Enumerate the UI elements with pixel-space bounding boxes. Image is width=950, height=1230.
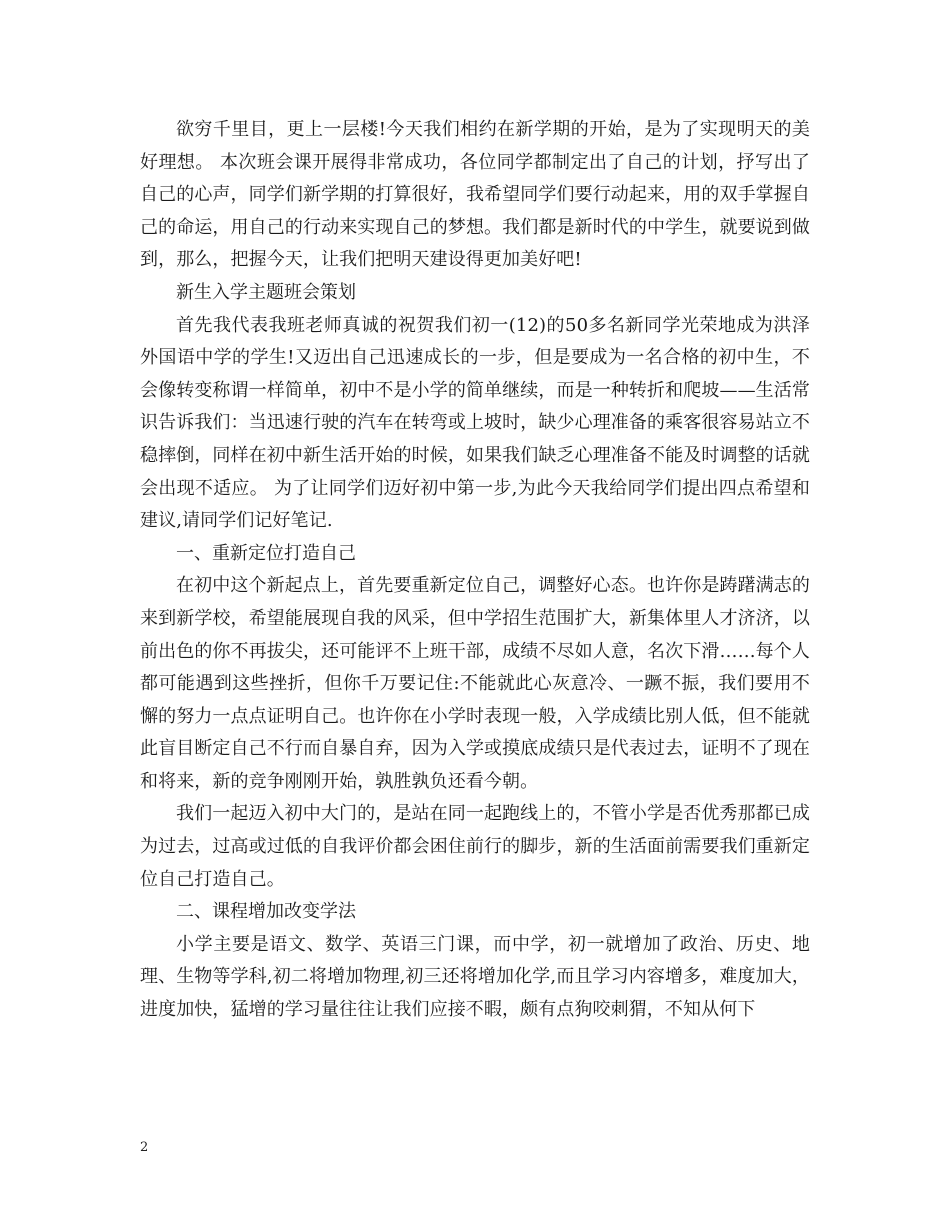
section-heading-1: 一、重新定位打造自己 <box>176 542 356 564</box>
paragraph-closing-remarks: 欲穷千里目，更上一层楼!今天我们相约在新学期的开始，是为了实现明天的美好理想。 本次班会课开展得非常成功，各位同学都制定出了自己的计划，抒写出了自己的心声，同学们新学期的打算很好，我希望同学们要行动起来，用的双手掌握自己的命运，用自己的行动来实现自己的梦想。我们都是新时代的中学生，就要说到做到，那么，把握今天，让我们把明天建设得更加美好吧! <box>140 119 810 271</box>
document-body <box>140 114 810 1027</box>
paragraph-reposition: 在初中这个新起点上，首先要重新定位自己，调整好心态。也许你是踌躇满志的来到新学校，希望能展现自我的风采，但中学招生范围扩大，新集体里人才济济，以前出色的你不再拔尖，还可能评不上班干部，成绩不尽如人意，名次下滑……每个人都可能遇到这些挫折，但你千万要记住:不能就此心灰意冷、一蹶不振，我们要用不懈的努力一点点证明自己。也许你在小学时表现一般，入学成绩比别人低，但不能就此盲目断定自己不行而自暴自弃，因为入学或摸底成绩只是代表过去，证明不了现在和将来，新的竞争刚刚开始，孰胜孰负还看今朝。 <box>140 575 810 792</box>
paragraph-same-start: 我们一起迈入初中大门的，是站在同一起跑线上的，不管小学是否优秀那都已成为过去，过高或过低的自我评价都会困住前行的脚步，新的生活面前需要我们重新定位自己打造自己。 <box>140 803 810 890</box>
section-heading-2: 二、课程增加改变学法 <box>176 901 356 923</box>
paragraph-courses: 小学主要是语文、数学、英语三门课，而中学，初一就增加了政治、历史、地理、生物等学科,初二将增加物理,初三还将增加化学,而且学习内容增多，难度加大，进度加快，猛增的学习量往往让我们应接不暇，颇有点狗咬刺猬，不知从何下 <box>140 933 810 1021</box>
paragraph-congratulations: 首先我代表我班老师真诚的祝贺我们初一(12)的50多名新同学光荣地成为洪泽外国语中学的学生!又迈出自己迅速成长的一步，但是要成为一名合格的初中生，不会像转变称谓一样简单，初中不是小学的简单继续，而是一种转折和爬坡——生活常识告诉我们：当迅速行驶的汽车在转弯或上坡时，缺少心理准备的乘客很容易站立不稳摔倒，同样在初中新生活开始的时候，如果我们缺乏心理准备不能及时调整的话就会出现不适应。 为了让同学们迈好初中第一步,为此今天我给同学们提出四点希望和建议,请同学们记好笔记. <box>140 314 810 532</box>
page-number: 2 <box>140 1140 149 1155</box>
section-title-plan: 新生入学主题班会策划 <box>176 281 356 303</box>
